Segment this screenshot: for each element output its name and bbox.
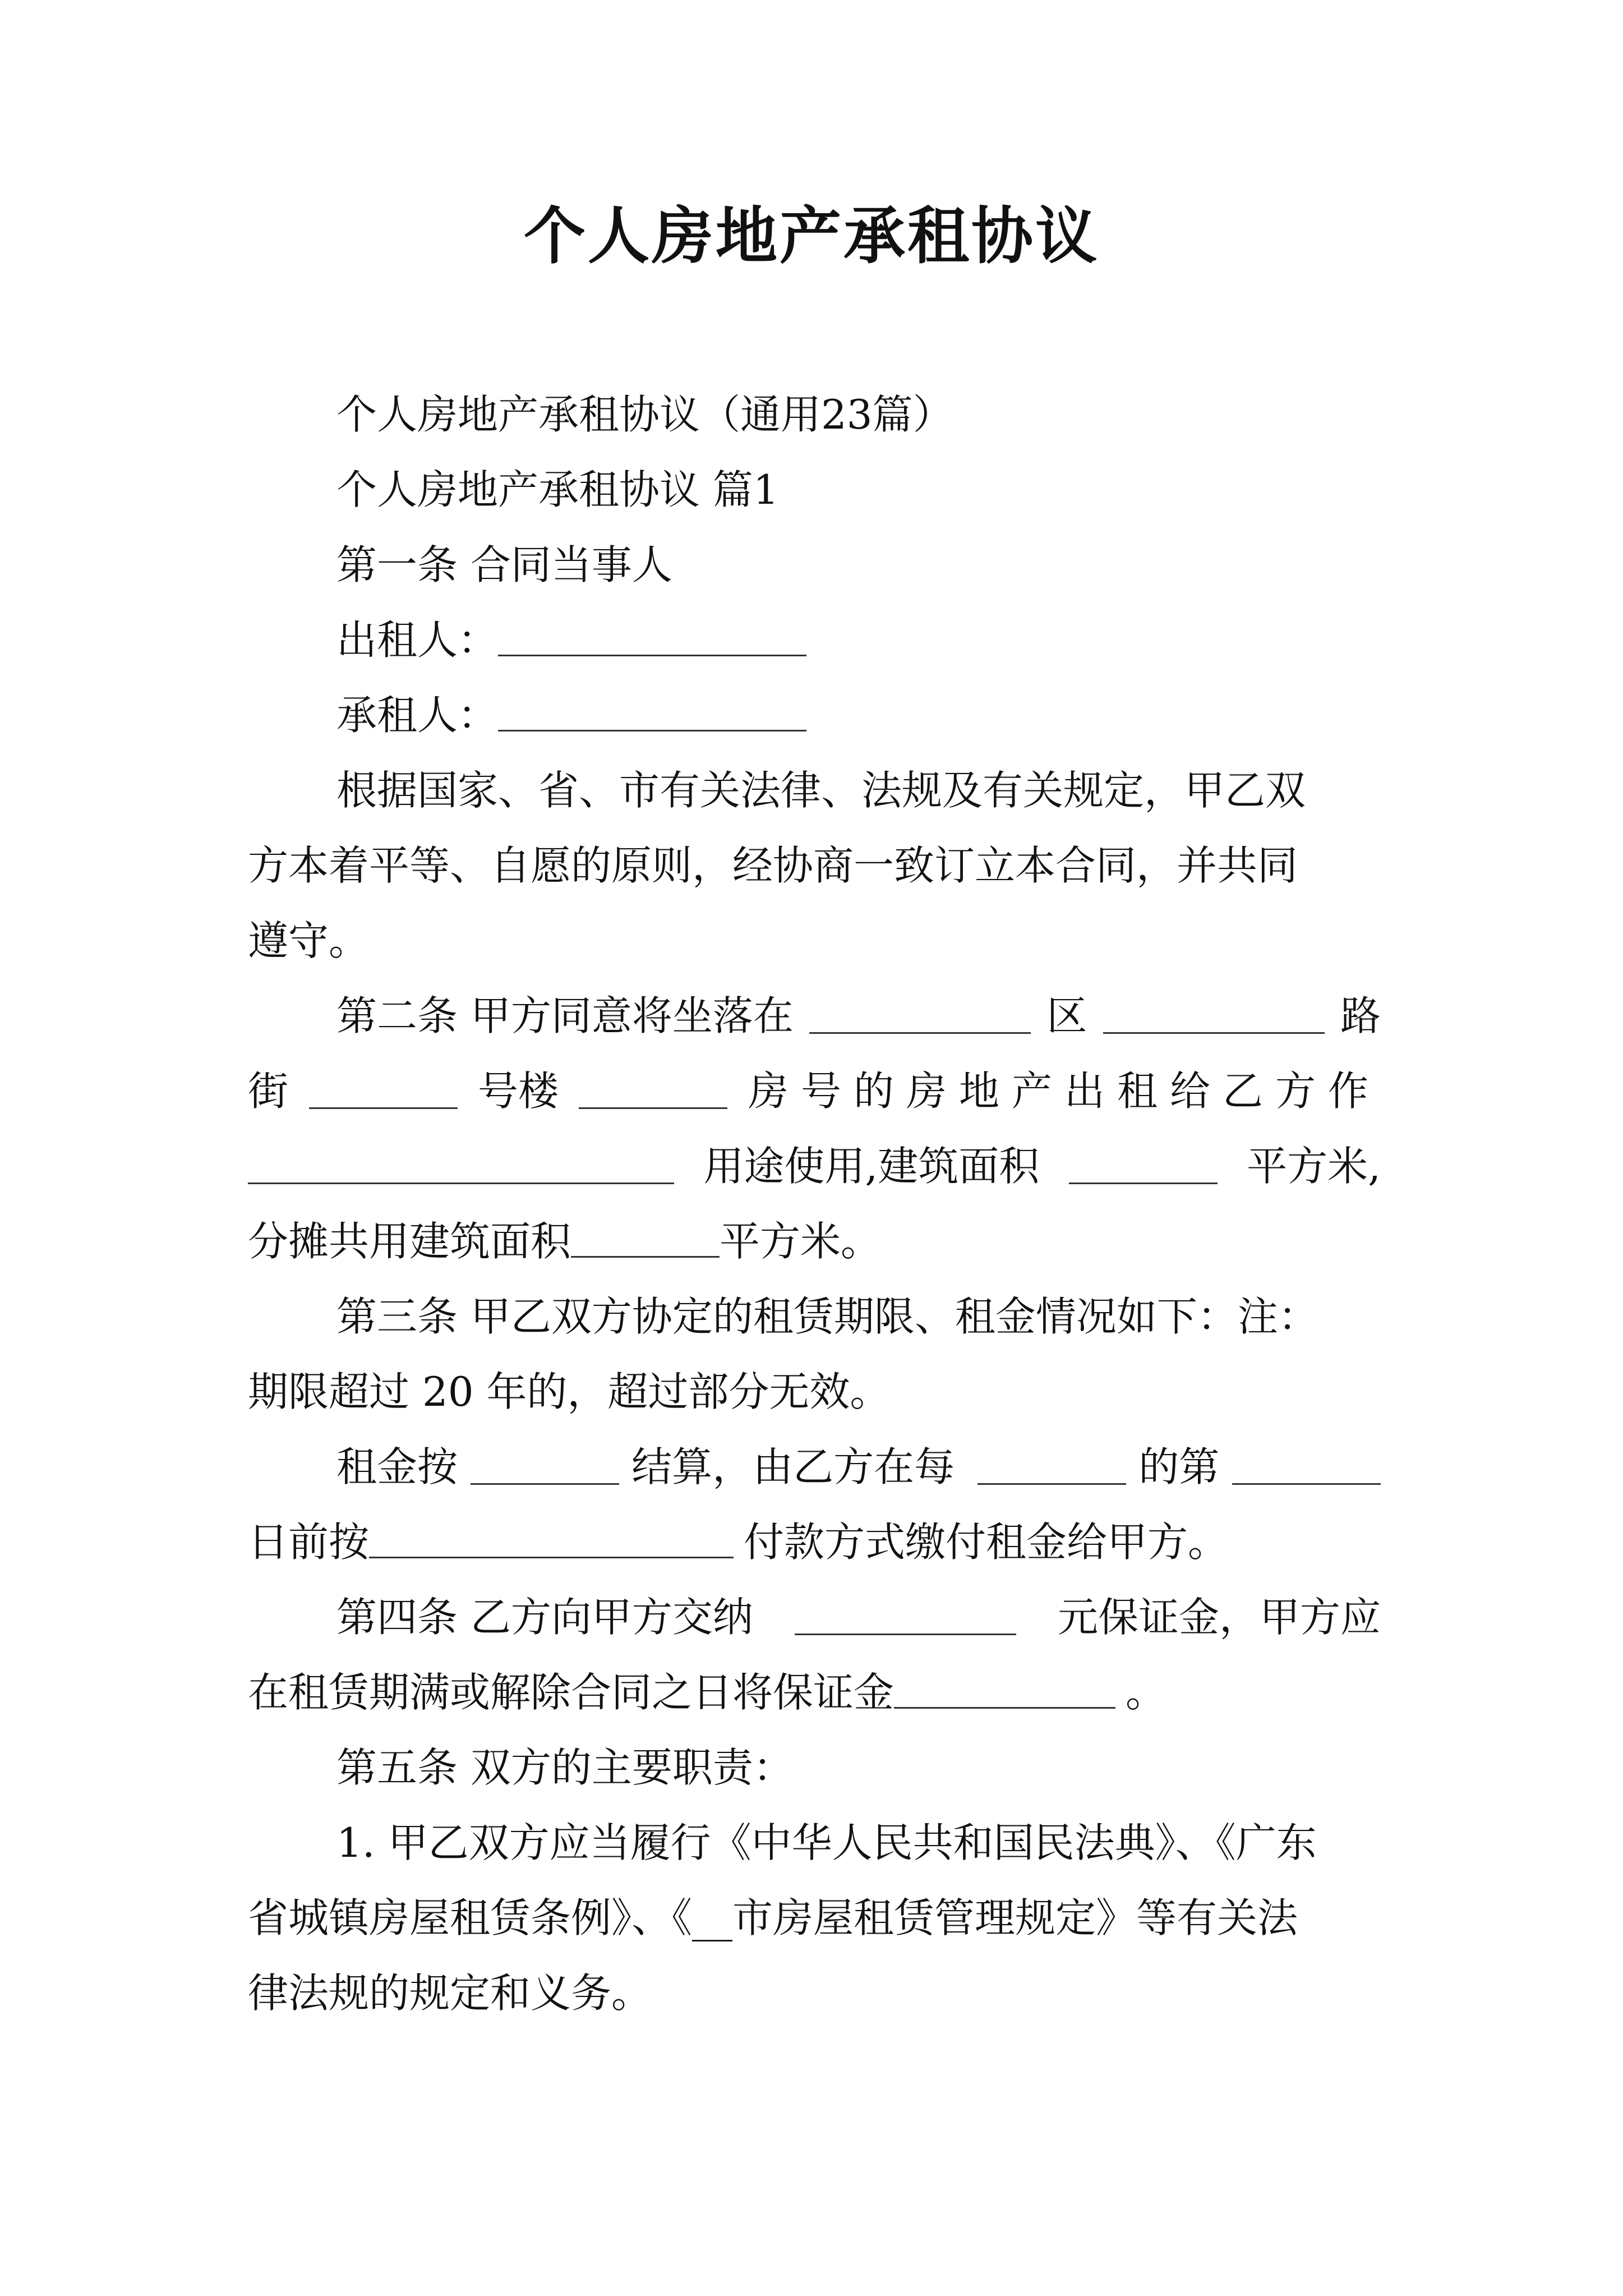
deposit-blank [795,1600,1016,1635]
settlement-blank [471,1450,619,1485]
area-blank [1069,1149,1218,1184]
rent-text-b: 结算，由乙方在每 [631,1443,955,1490]
article-4-line-2 [248,1662,1166,1723]
road-blank [1103,999,1325,1034]
lessor-blank [498,621,806,656]
article-3-line-1: 第三条 甲乙双方协定的租赁期限、租金情况如下：注： [336,1293,1318,1340]
use-blank [248,1149,674,1184]
article-4-text-c: 在租赁期满或解除合同之日将保证金 [248,1669,895,1716]
article-3-line-2: 期限超过 20 年的，超过部分无效。 [248,1368,891,1415]
street-blank [309,1074,458,1109]
basis-line-2: 方本着平等、自愿的原则，经协商一致订立本合同，并共同 [248,842,1298,889]
item-1-line-2: 省城镇房屋租赁条例》、《__市房屋租赁管理规定》等有关法 [248,1894,1298,1941]
building-label: 号楼 [477,1068,559,1115]
basis-line-3: 遵守。 [248,917,370,964]
article-4-text-a: 第四条 乙方向甲方交纳 [336,1594,753,1641]
payment-method-blank [369,1523,734,1558]
article-2-line-2 [248,1060,1381,1122]
shared-area-text: 分摊共用建筑面积 [248,1218,571,1265]
article-2-text: 第二条 甲方同意将坐落在 [336,992,794,1039]
area-unit: 平方米, [1247,1143,1381,1190]
rent-text-d: 日前按 [248,1519,370,1566]
shared-area-blank [571,1222,720,1258]
subtitle: 个人房地产承租协议（通用23篇） [336,391,953,438]
lessor-label: 出租人： [336,616,499,664]
district-blank [809,999,1031,1034]
day-blank [1232,1450,1381,1485]
article-2-line-1 [336,985,1381,1047]
item-1-line-3: 律法规的规定和义务。 [248,1970,652,2017]
period-blank [978,1450,1126,1485]
road-label: 路 [1340,992,1381,1039]
rent-line-1 [336,1436,1381,1498]
shared-area-unit: 平方米。 [720,1218,882,1265]
rent-text-c: 的第 [1138,1443,1220,1490]
street-label: 街 [248,1068,289,1115]
article-5-heading: 第五条 双方的主要职责： [336,1744,794,1791]
article-4-text-b: 元保证金，甲方应 [1057,1594,1381,1641]
article-2-line-3 [248,1135,1381,1197]
article-4-line-1 [336,1586,1381,1648]
rent-text-e: 付款方式缴付租金给甲方。 [744,1519,1229,1566]
room-text: 房号的房地产出租给乙方作 [748,1068,1381,1115]
building-blank [579,1074,727,1109]
use-text: 用途使用,建筑面积 [703,1143,1040,1190]
rent-text-a: 租金按 [336,1443,458,1490]
lessee-line [336,684,806,746]
article-1-heading: 第一条 合同当事人 [336,541,672,588]
basis-line-1: 根据国家、省、市有关法律、法规及有关规定，甲乙双 [336,767,1306,814]
article-4-text-d: 。 [1126,1669,1166,1716]
lessee-label: 承租人： [336,692,499,739]
district-label: 区 [1046,992,1087,1039]
section-heading: 个人房地产承租协议 篇1 [336,466,779,513]
item-1-line-1: 1. 甲乙双方应当履行《中华人民共和国民法典》、《广东 [336,1819,1317,1866]
document-title: 个人房地产承租协议 [524,200,1099,272]
lessor-line [336,609,806,671]
rent-line-2 [248,1511,1228,1573]
article-2-line-4 [248,1211,881,1272]
lessee-blank [498,696,806,731]
deposit-return-blank [894,1673,1115,1709]
